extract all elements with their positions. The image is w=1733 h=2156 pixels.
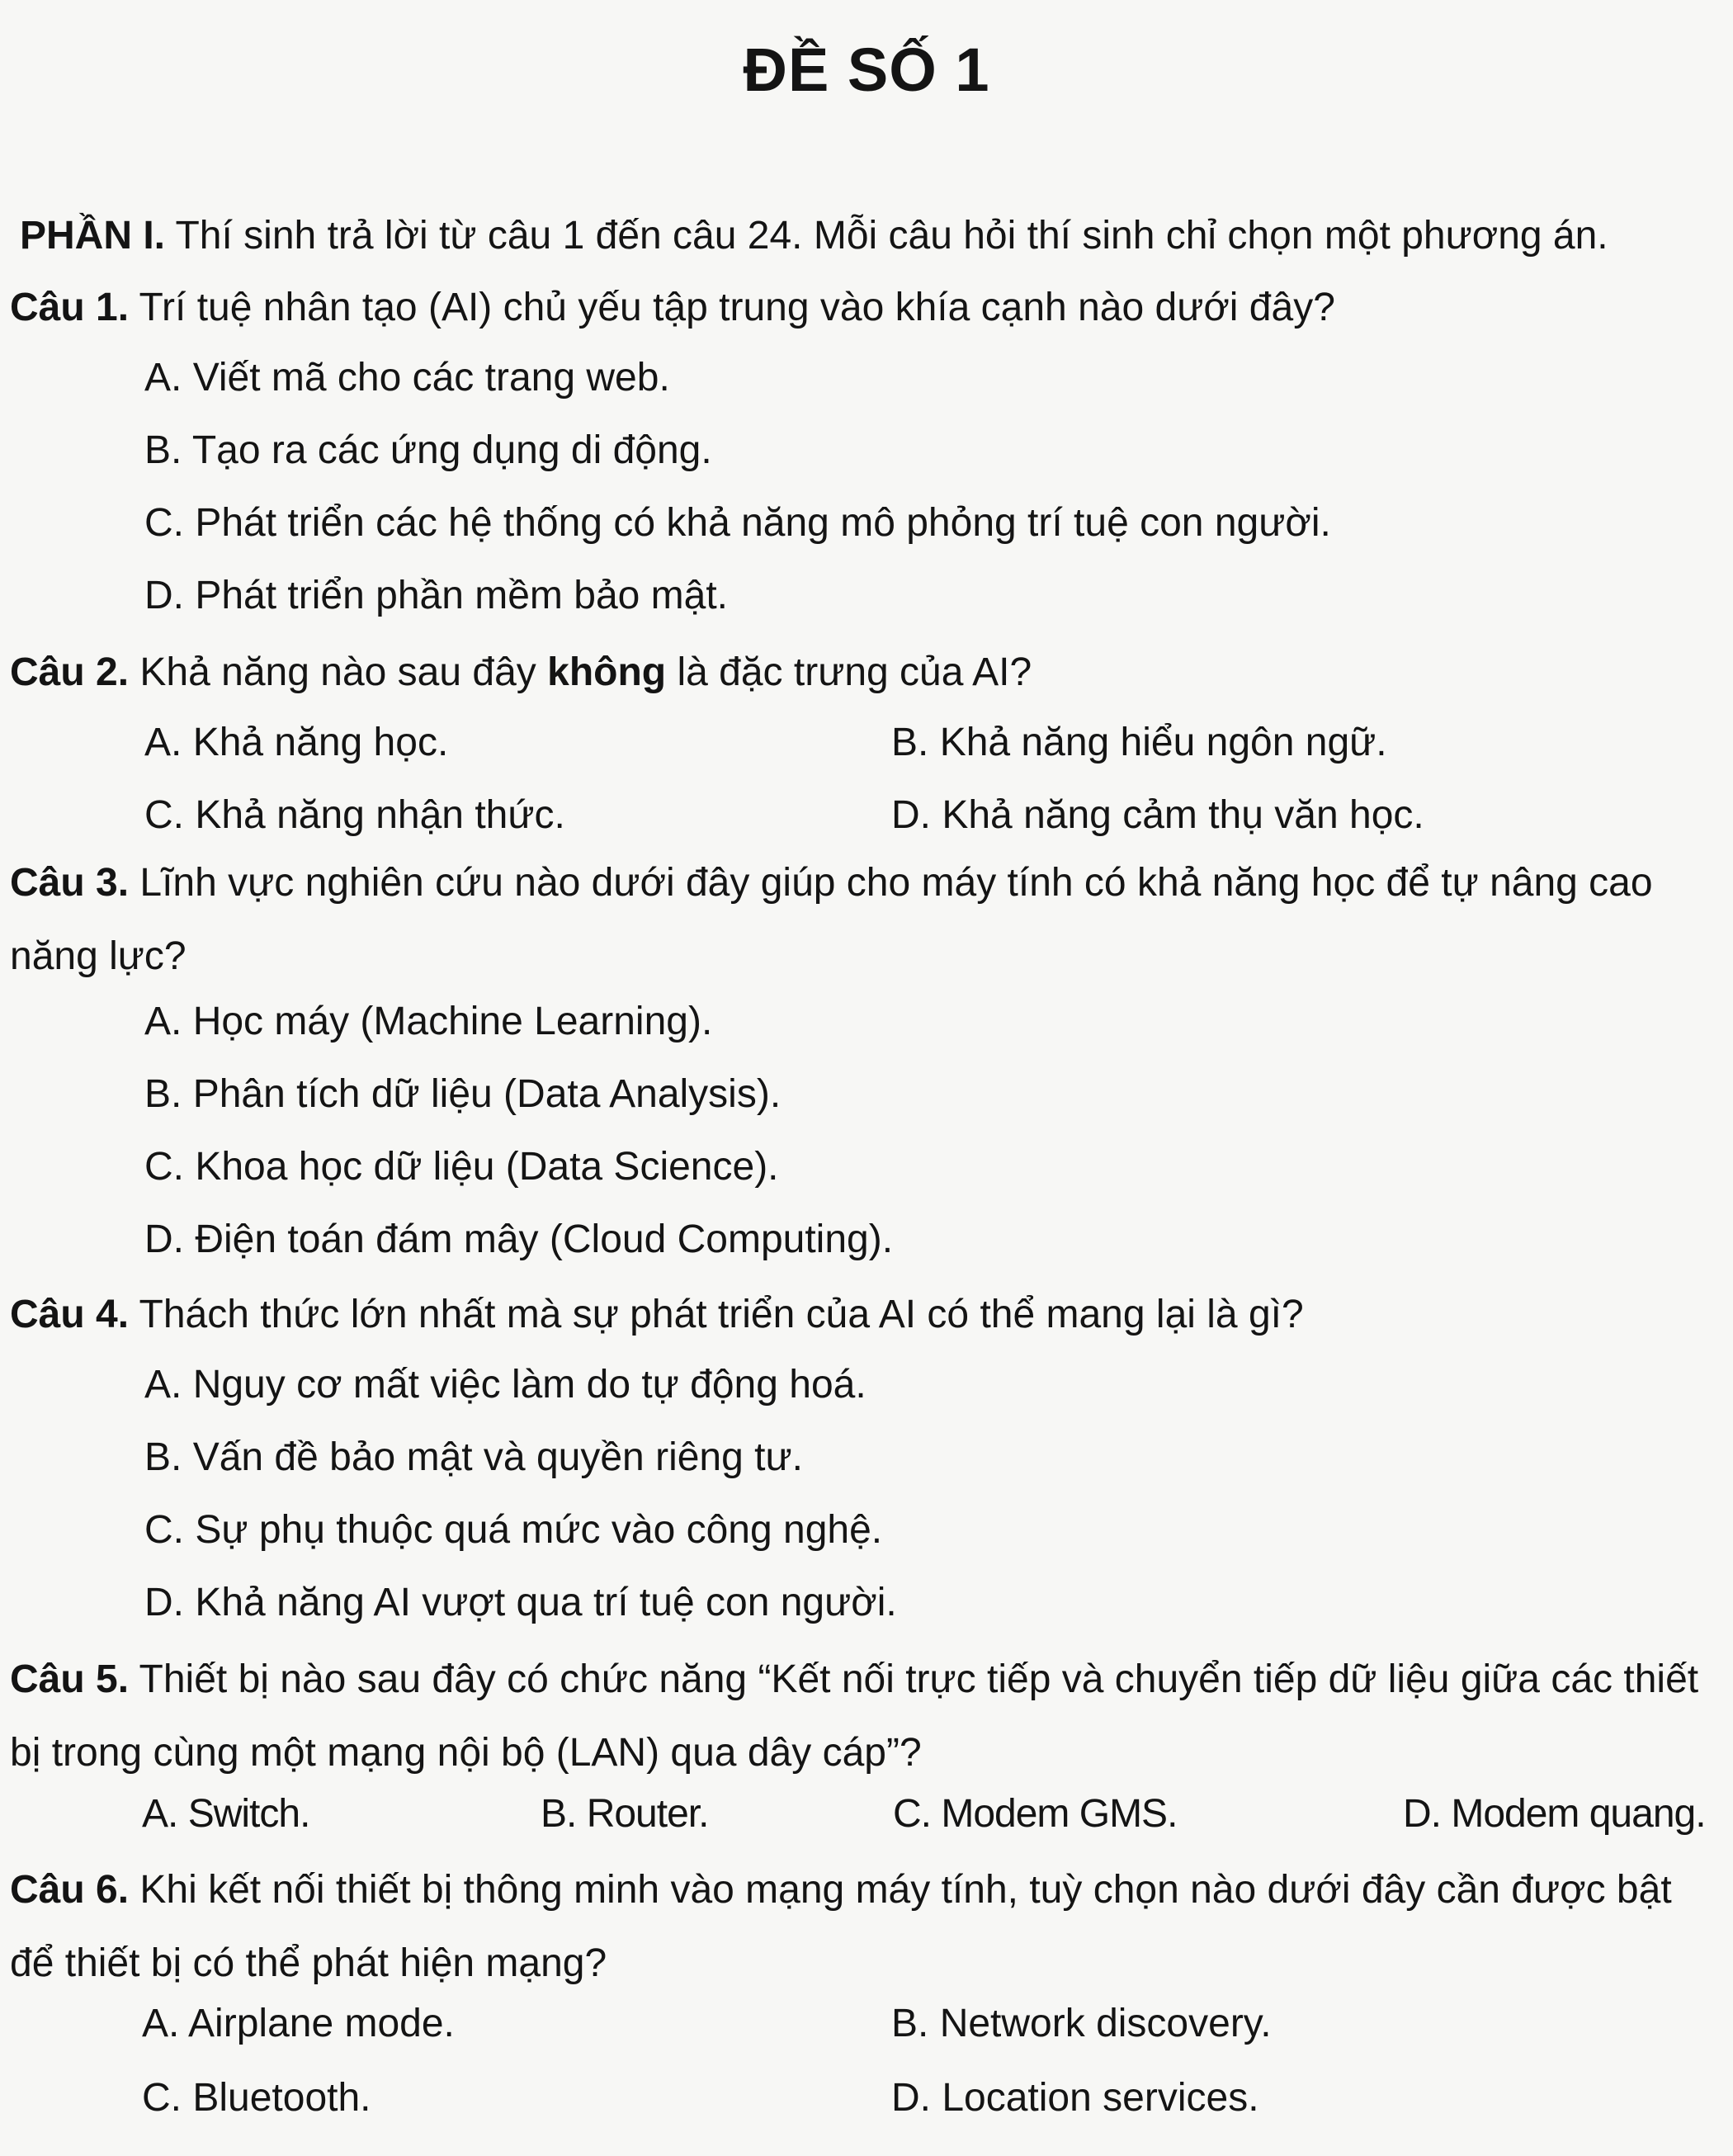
option-b: B. Khả năng hiểu ngôn ngữ. — [891, 721, 1387, 764]
option-b: B. Router. — [541, 1792, 709, 1836]
question-number: Câu 3. — [10, 861, 130, 905]
question-1 — [10, 271, 1726, 344]
option-b: B. Vấn đề bảo mật và quyền riêng tư. — [144, 1435, 803, 1479]
option-c: C. Phát triển các hệ thống có khả năng mô phỏng trí tuệ con người. — [144, 501, 1331, 545]
option-a: A. Học máy (Machine Learning). — [144, 1000, 713, 1043]
option-b: B. Phân tích dữ liệu (Data Analysis). — [144, 1072, 782, 1116]
question-number: Câu 1. — [10, 286, 130, 329]
option-c: C. Khoa học dữ liệu (Data Science). — [144, 1145, 779, 1189]
question-text: Lĩnh vực nghiên cứu nào dưới đây giúp cho máy tính có khả năng học để tự nâng cao năng lực? — [10, 861, 1653, 978]
option-b: B. Network discovery. — [891, 2002, 1272, 2045]
option-a: A. Nguy cơ mất việc làm do tự động hoá. — [144, 1363, 866, 1407]
question-text: Thiết bị nào sau đây có chức năng “Kết nối trực tiếp và chuyển tiếp dữ liệu giữa các thiết bị trong cùng một mạng nội bộ (LAN) qua dây cáp”? — [10, 1657, 1699, 1775]
part-label: PHẦN I. — [20, 214, 166, 258]
option-d: D. Điện toán đám mây (Cloud Computing). — [144, 1217, 894, 1261]
question-text-emphasis: không — [547, 650, 667, 694]
option-a: A. Airplane mode. — [142, 2002, 455, 2045]
option-a: A. Khả năng học. — [144, 721, 449, 764]
question-number: Câu 4. — [10, 1293, 130, 1336]
question-text-before: Khả năng nào sau đây — [129, 650, 548, 694]
option-b: B. Tạo ra các ứng dụng di động. — [144, 428, 712, 472]
option-d: D. Khả năng AI vượt qua trí tuệ con người. — [144, 1581, 897, 1624]
option-a: A. Switch. — [142, 1792, 310, 1836]
question-number: Câu 5. — [10, 1657, 130, 1701]
part-instruction — [20, 213, 1608, 258]
option-d: D. Phát triển phần mềm bảo mật. — [144, 574, 729, 617]
option-d: D. Location services. — [891, 2076, 1259, 2120]
question-text: Thách thức lớn nhất mà sự phát triển của AI có thể mang lại là gì? — [129, 1293, 1304, 1336]
question-text: Trí tuệ nhân tạo (AI) chủ yếu tập trung vào khía cạnh nào dưới đây? — [129, 286, 1335, 329]
option-c: C. Sự phụ thuộc quá mức vào công nghệ. — [144, 1508, 883, 1552]
option-d: D. Modem quang. — [1403, 1792, 1706, 1836]
question-text-after: là đặc trưng của AI? — [666, 650, 1032, 694]
option-a: A. Viết mã cho các trang web. — [144, 356, 670, 400]
question-6 — [10, 1853, 1726, 2000]
option-c: C. Khả năng nhận thức. — [144, 793, 565, 837]
question-3 — [10, 846, 1726, 993]
question-2 — [10, 636, 1726, 709]
question-number: Câu 6. — [10, 1868, 130, 1912]
question-5 — [10, 1643, 1726, 1790]
question-number: Câu 2. — [10, 650, 130, 694]
option-d: D. Khả năng cảm thụ văn học. — [891, 793, 1424, 837]
question-text: Khi kết nối thiết bị thông minh vào mạng máy tính, tuỳ chọn nào dưới đây cần được bật để thiết bị có thể phát hiện mạng? — [10, 1868, 1672, 1985]
question-4 — [10, 1278, 1726, 1351]
part-text: Thí sinh trả lời từ câu 1 đến câu 24. Mỗi câu hỏi thí sinh chỉ chọn một phương án. — [165, 214, 1608, 258]
option-c: C. Modem GMS. — [893, 1792, 1178, 1836]
page-title: ĐỀ SỐ 1 — [743, 35, 990, 104]
option-c: C. Bluetooth. — [142, 2076, 371, 2120]
